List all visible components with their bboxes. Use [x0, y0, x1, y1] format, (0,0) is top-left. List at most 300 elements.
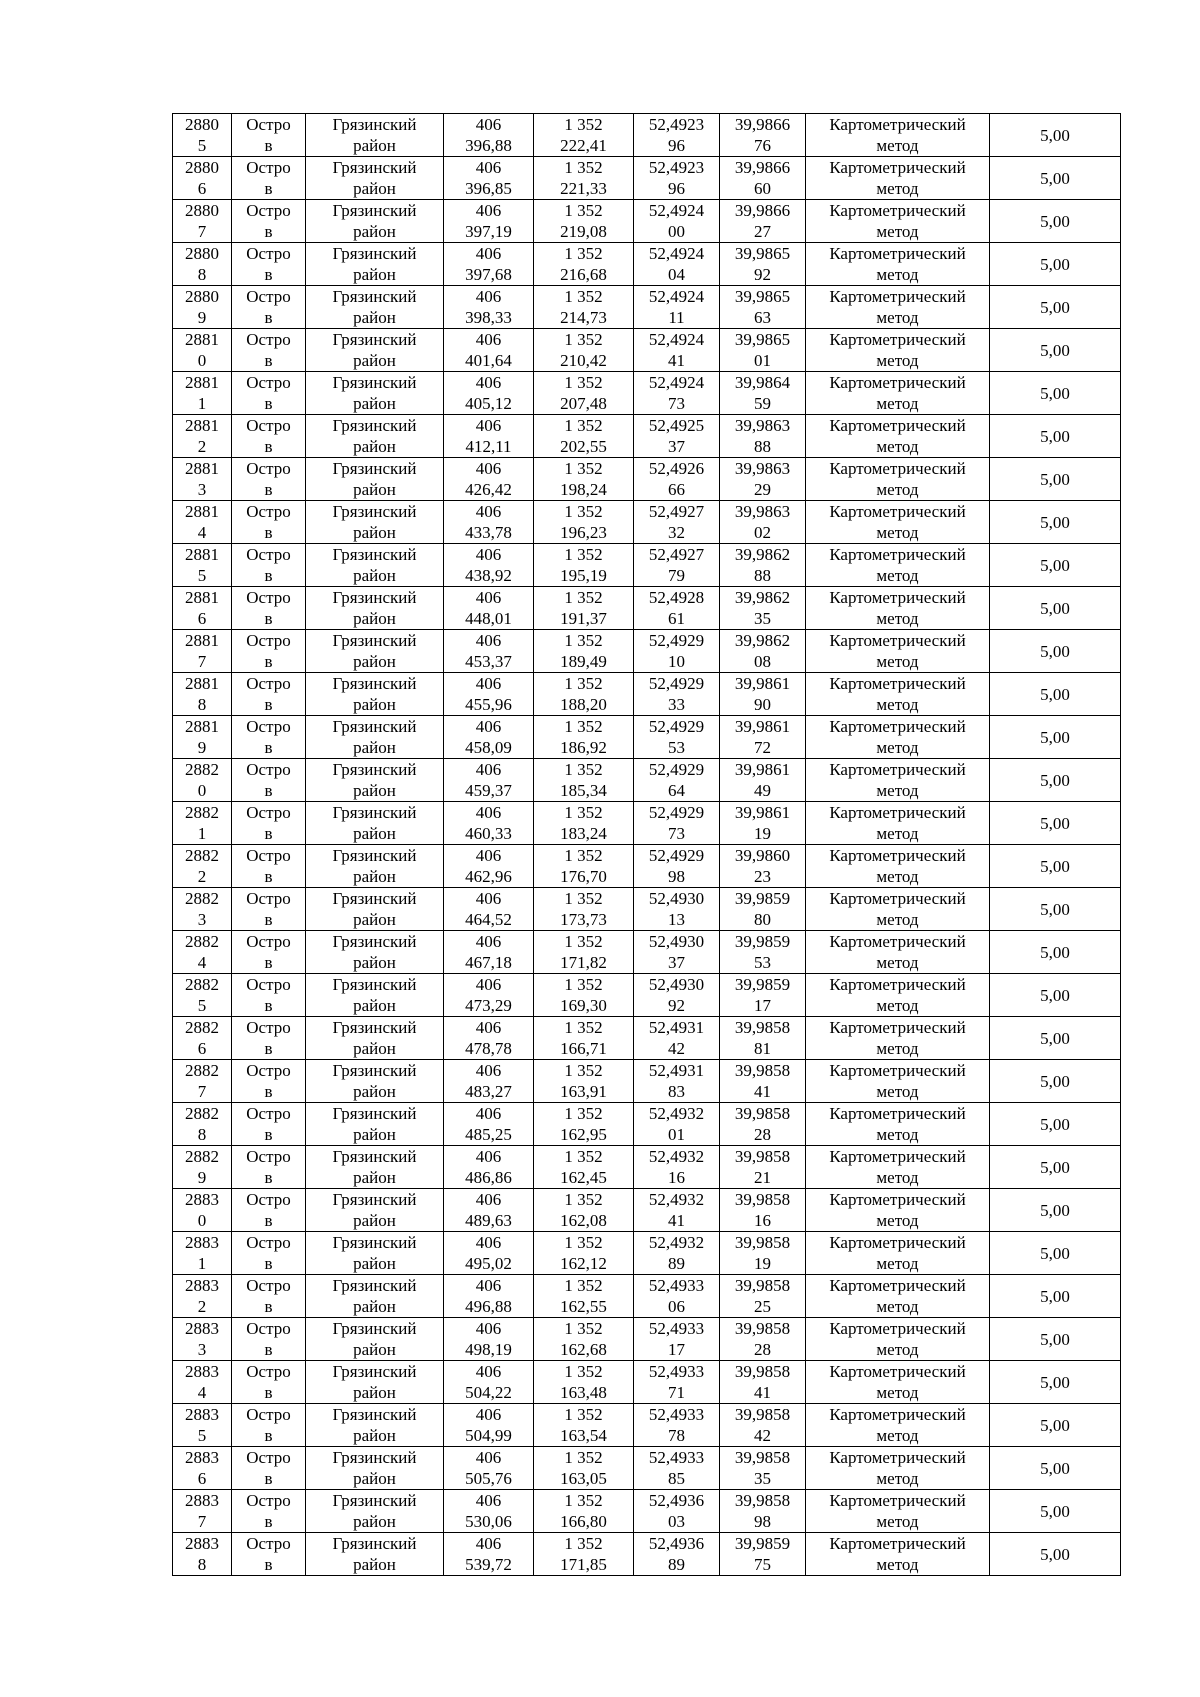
district-cell: Грязинский район [306, 372, 444, 415]
point-number-cell: 2880 9 [173, 286, 232, 329]
latitude-cell: 52,4931 42 [634, 1017, 720, 1060]
coord-x-cell: 406 426,42 [444, 458, 534, 501]
object-type-cell: Остро в [232, 1533, 306, 1576]
coord-x-cell: 406 485,25 [444, 1103, 534, 1146]
coord-x-cell: 406 504,99 [444, 1404, 534, 1447]
accuracy-cell: 5,00 [990, 587, 1121, 630]
method-cell: Картометрический метод [806, 458, 990, 501]
point-number-cell: 2882 7 [173, 1060, 232, 1103]
object-type-cell: Остро в [232, 1103, 306, 1146]
table-row [173, 1189, 1121, 1232]
district-cell: Грязинский район [306, 888, 444, 931]
coord-y-cell: 1 352 189,49 [534, 630, 634, 673]
coord-x-cell: 406 530,06 [444, 1490, 534, 1533]
coord-x-cell: 406 478,78 [444, 1017, 534, 1060]
latitude-cell: 52,4927 32 [634, 501, 720, 544]
coord-y-cell: 1 352 221,33 [534, 157, 634, 200]
longitude-cell: 39,9862 35 [720, 587, 806, 630]
method-cell: Картометрический метод [806, 1447, 990, 1490]
coord-y-cell: 1 352 162,08 [534, 1189, 634, 1232]
coord-y-cell: 1 352 163,48 [534, 1361, 634, 1404]
latitude-cell: 52,4931 83 [634, 1060, 720, 1103]
coord-y-cell: 1 352 162,12 [534, 1232, 634, 1275]
coord-x-cell: 406 467,18 [444, 931, 534, 974]
latitude-cell: 52,4924 73 [634, 372, 720, 415]
coord-x-cell: 406 401,64 [444, 329, 534, 372]
method-cell: Картометрический метод [806, 243, 990, 286]
point-number-cell: 2883 5 [173, 1404, 232, 1447]
coord-y-cell: 1 352 171,85 [534, 1533, 634, 1576]
coord-y-cell: 1 352 162,95 [534, 1103, 634, 1146]
table-row [173, 1060, 1121, 1103]
longitude-cell: 39,9858 21 [720, 1146, 806, 1189]
longitude-cell: 39,9858 28 [720, 1318, 806, 1361]
table-row [173, 1103, 1121, 1146]
object-type-cell: Остро в [232, 1275, 306, 1318]
longitude-cell: 39,9865 92 [720, 243, 806, 286]
accuracy-cell: 5,00 [990, 1447, 1121, 1490]
accuracy-cell: 5,00 [990, 759, 1121, 802]
longitude-cell: 39,9859 80 [720, 888, 806, 931]
accuracy-cell: 5,00 [990, 1275, 1121, 1318]
table-row [173, 802, 1121, 845]
object-type-cell: Остро в [232, 372, 306, 415]
longitude-cell: 39,9858 28 [720, 1103, 806, 1146]
latitude-cell: 52,4932 01 [634, 1103, 720, 1146]
table-row [173, 1017, 1121, 1060]
district-cell: Грязинский район [306, 1490, 444, 1533]
accuracy-cell: 5,00 [990, 974, 1121, 1017]
latitude-cell: 52,4923 96 [634, 114, 720, 157]
point-number-cell: 2881 2 [173, 415, 232, 458]
object-type-cell: Остро в [232, 1404, 306, 1447]
longitude-cell: 39,9858 81 [720, 1017, 806, 1060]
point-number-cell: 2882 4 [173, 931, 232, 974]
method-cell: Картометрический метод [806, 974, 990, 1017]
table-row [173, 888, 1121, 931]
coord-y-cell: 1 352 169,30 [534, 974, 634, 1017]
latitude-cell: 52,4930 13 [634, 888, 720, 931]
district-cell: Грязинский район [306, 1146, 444, 1189]
table-row [173, 716, 1121, 759]
method-cell: Картометрический метод [806, 716, 990, 759]
coord-x-cell: 406 464,52 [444, 888, 534, 931]
point-number-cell: 2882 6 [173, 1017, 232, 1060]
object-type-cell: Остро в [232, 716, 306, 759]
table-row [173, 1275, 1121, 1318]
coord-x-cell: 406 397,68 [444, 243, 534, 286]
object-type-cell: Остро в [232, 329, 306, 372]
point-number-cell: 2881 9 [173, 716, 232, 759]
latitude-cell: 52,4923 96 [634, 157, 720, 200]
object-type-cell: Остро в [232, 1060, 306, 1103]
accuracy-cell: 5,00 [990, 673, 1121, 716]
method-cell: Картометрический метод [806, 157, 990, 200]
point-number-cell: 2880 5 [173, 114, 232, 157]
longitude-cell: 39,9858 41 [720, 1060, 806, 1103]
table-row [173, 1318, 1121, 1361]
method-cell: Картометрический метод [806, 888, 990, 931]
object-type-cell: Остро в [232, 415, 306, 458]
longitude-cell: 39,9858 98 [720, 1490, 806, 1533]
district-cell: Грязинский район [306, 1275, 444, 1318]
accuracy-cell: 5,00 [990, 802, 1121, 845]
method-cell: Картометрический метод [806, 1361, 990, 1404]
object-type-cell: Остро в [232, 931, 306, 974]
accuracy-cell: 5,00 [990, 329, 1121, 372]
point-number-cell: 2882 9 [173, 1146, 232, 1189]
object-type-cell: Остро в [232, 286, 306, 329]
table-row [173, 1447, 1121, 1490]
method-cell: Картометрический метод [806, 372, 990, 415]
point-number-cell: 2883 0 [173, 1189, 232, 1232]
object-type-cell: Остро в [232, 157, 306, 200]
object-type-cell: Остро в [232, 888, 306, 931]
point-number-cell: 2881 0 [173, 329, 232, 372]
table-row [173, 501, 1121, 544]
table-row [173, 1361, 1121, 1404]
accuracy-cell: 5,00 [990, 1060, 1121, 1103]
method-cell: Картометрический метод [806, 673, 990, 716]
coord-x-cell: 406 398,33 [444, 286, 534, 329]
object-type-cell: Остро в [232, 673, 306, 716]
coord-x-cell: 406 405,12 [444, 372, 534, 415]
coord-x-cell: 406 448,01 [444, 587, 534, 630]
object-type-cell: Остро в [232, 974, 306, 1017]
table-row [173, 200, 1121, 243]
table-row [173, 415, 1121, 458]
longitude-cell: 39,9859 17 [720, 974, 806, 1017]
table-row [173, 372, 1121, 415]
object-type-cell: Остро в [232, 1318, 306, 1361]
latitude-cell: 52,4933 06 [634, 1275, 720, 1318]
method-cell: Картометрический метод [806, 1060, 990, 1103]
latitude-cell: 52,4924 00 [634, 200, 720, 243]
point-number-cell: 2881 5 [173, 544, 232, 587]
longitude-cell: 39,9858 19 [720, 1232, 806, 1275]
method-cell: Картометрический метод [806, 1404, 990, 1447]
object-type-cell: Остро в [232, 1447, 306, 1490]
table-row [173, 157, 1121, 200]
coord-x-cell: 406 505,76 [444, 1447, 534, 1490]
method-cell: Картометрический метод [806, 1275, 990, 1318]
coord-x-cell: 406 397,19 [444, 200, 534, 243]
accuracy-cell: 5,00 [990, 1146, 1121, 1189]
coord-y-cell: 1 352 216,68 [534, 243, 634, 286]
district-cell: Грязинский район [306, 286, 444, 329]
latitude-cell: 52,4928 61 [634, 587, 720, 630]
longitude-cell: 39,9866 60 [720, 157, 806, 200]
point-number-cell: 2881 8 [173, 673, 232, 716]
latitude-cell: 52,4932 89 [634, 1232, 720, 1275]
point-number-cell: 2881 7 [173, 630, 232, 673]
point-number-cell: 2880 6 [173, 157, 232, 200]
latitude-cell: 52,4930 92 [634, 974, 720, 1017]
method-cell: Картометрический метод [806, 286, 990, 329]
object-type-cell: Остро в [232, 1232, 306, 1275]
object-type-cell: Остро в [232, 1017, 306, 1060]
longitude-cell: 39,9865 63 [720, 286, 806, 329]
coord-y-cell: 1 352 207,48 [534, 372, 634, 415]
table-row [173, 544, 1121, 587]
accuracy-cell: 5,00 [990, 1232, 1121, 1275]
district-cell: Грязинский район [306, 974, 444, 1017]
coord-x-cell: 406 455,96 [444, 673, 534, 716]
point-number-cell: 2883 8 [173, 1533, 232, 1576]
method-cell: Картометрический метод [806, 630, 990, 673]
latitude-cell: 52,4929 64 [634, 759, 720, 802]
coord-x-cell: 406 412,11 [444, 415, 534, 458]
point-number-cell: 2883 3 [173, 1318, 232, 1361]
accuracy-cell: 5,00 [990, 415, 1121, 458]
object-type-cell: Остро в [232, 544, 306, 587]
latitude-cell: 52,4933 85 [634, 1447, 720, 1490]
coord-y-cell: 1 352 195,19 [534, 544, 634, 587]
method-cell: Картометрический метод [806, 1318, 990, 1361]
point-number-cell: 2881 4 [173, 501, 232, 544]
accuracy-cell: 5,00 [990, 1533, 1121, 1576]
coord-x-cell: 406 483,27 [444, 1060, 534, 1103]
coord-y-cell: 1 352 163,54 [534, 1404, 634, 1447]
coord-y-cell: 1 352 171,82 [534, 931, 634, 974]
object-type-cell: Остро в [232, 114, 306, 157]
longitude-cell: 39,9861 49 [720, 759, 806, 802]
latitude-cell: 52,4929 33 [634, 673, 720, 716]
table-row [173, 1146, 1121, 1189]
accuracy-cell: 5,00 [990, 716, 1121, 759]
latitude-cell: 52,4933 17 [634, 1318, 720, 1361]
district-cell: Грязинский район [306, 1189, 444, 1232]
longitude-cell: 39,9863 29 [720, 458, 806, 501]
longitude-cell: 39,9861 19 [720, 802, 806, 845]
accuracy-cell: 5,00 [990, 114, 1121, 157]
district-cell: Грязинский район [306, 931, 444, 974]
accuracy-cell: 5,00 [990, 630, 1121, 673]
district-cell: Грязинский район [306, 587, 444, 630]
accuracy-cell: 5,00 [990, 1404, 1121, 1447]
district-cell: Грязинский район [306, 1017, 444, 1060]
coord-y-cell: 1 352 210,42 [534, 329, 634, 372]
longitude-cell: 39,9863 02 [720, 501, 806, 544]
coord-x-cell: 406 498,19 [444, 1318, 534, 1361]
point-number-cell: 2882 8 [173, 1103, 232, 1146]
coord-x-cell: 406 473,29 [444, 974, 534, 1017]
coord-y-cell: 1 352 191,37 [534, 587, 634, 630]
longitude-cell: 39,9858 42 [720, 1404, 806, 1447]
coord-y-cell: 1 352 186,92 [534, 716, 634, 759]
table-row [173, 630, 1121, 673]
coord-x-cell: 406 460,33 [444, 802, 534, 845]
district-cell: Грязинский район [306, 157, 444, 200]
latitude-cell: 52,4927 79 [634, 544, 720, 587]
latitude-cell: 52,4924 11 [634, 286, 720, 329]
coord-y-cell: 1 352 198,24 [534, 458, 634, 501]
accuracy-cell: 5,00 [990, 1318, 1121, 1361]
coord-y-cell: 1 352 222,41 [534, 114, 634, 157]
accuracy-cell: 5,00 [990, 1361, 1121, 1404]
district-cell: Грязинский район [306, 630, 444, 673]
longitude-cell: 39,9866 27 [720, 200, 806, 243]
coord-y-cell: 1 352 196,23 [534, 501, 634, 544]
accuracy-cell: 5,00 [990, 243, 1121, 286]
coord-y-cell: 1 352 162,45 [534, 1146, 634, 1189]
table-row [173, 673, 1121, 716]
table-row [173, 458, 1121, 501]
point-number-cell: 2881 6 [173, 587, 232, 630]
longitude-cell: 39,9861 72 [720, 716, 806, 759]
coord-x-cell: 406 539,72 [444, 1533, 534, 1576]
accuracy-cell: 5,00 [990, 845, 1121, 888]
district-cell: Грязинский район [306, 458, 444, 501]
accuracy-cell: 5,00 [990, 1017, 1121, 1060]
coord-y-cell: 1 352 162,68 [534, 1318, 634, 1361]
coord-y-cell: 1 352 173,73 [534, 888, 634, 931]
longitude-cell: 39,9861 90 [720, 673, 806, 716]
object-type-cell: Остро в [232, 458, 306, 501]
object-type-cell: Остро в [232, 243, 306, 286]
district-cell: Грязинский район [306, 673, 444, 716]
object-type-cell: Остро в [232, 587, 306, 630]
latitude-cell: 52,4936 89 [634, 1533, 720, 1576]
table-row [173, 845, 1121, 888]
latitude-cell: 52,4929 73 [634, 802, 720, 845]
accuracy-cell: 5,00 [990, 286, 1121, 329]
object-type-cell: Остро в [232, 501, 306, 544]
accuracy-cell: 5,00 [990, 1189, 1121, 1232]
coord-y-cell: 1 352 176,70 [534, 845, 634, 888]
method-cell: Картометрический метод [806, 759, 990, 802]
longitude-cell: 39,9864 59 [720, 372, 806, 415]
accuracy-cell: 5,00 [990, 200, 1121, 243]
district-cell: Грязинский район [306, 114, 444, 157]
district-cell: Грязинский район [306, 845, 444, 888]
method-cell: Картометрический метод [806, 1017, 990, 1060]
coord-y-cell: 1 352 166,71 [534, 1017, 634, 1060]
longitude-cell: 39,9859 75 [720, 1533, 806, 1576]
longitude-cell: 39,9860 23 [720, 845, 806, 888]
coord-x-cell: 406 458,09 [444, 716, 534, 759]
method-cell: Картометрический метод [806, 1103, 990, 1146]
coord-y-cell: 1 352 219,08 [534, 200, 634, 243]
district-cell: Грязинский район [306, 1103, 444, 1146]
coord-x-cell: 406 396,88 [444, 114, 534, 157]
coord-x-cell: 406 459,37 [444, 759, 534, 802]
table-row [173, 114, 1121, 157]
accuracy-cell: 5,00 [990, 157, 1121, 200]
object-type-cell: Остро в [232, 200, 306, 243]
method-cell: Картометрический метод [806, 1533, 990, 1576]
latitude-cell: 52,4936 03 [634, 1490, 720, 1533]
point-number-cell: 2882 0 [173, 759, 232, 802]
latitude-cell: 52,4924 41 [634, 329, 720, 372]
coord-x-cell: 406 489,63 [444, 1189, 534, 1232]
latitude-cell: 52,4926 66 [634, 458, 720, 501]
longitude-cell: 39,9858 35 [720, 1447, 806, 1490]
object-type-cell: Остро в [232, 630, 306, 673]
district-cell: Грязинский район [306, 1361, 444, 1404]
longitude-cell: 39,9858 16 [720, 1189, 806, 1232]
point-number-cell: 2882 1 [173, 802, 232, 845]
point-number-cell: 2882 3 [173, 888, 232, 931]
district-cell: Грязинский район [306, 759, 444, 802]
district-cell: Грязинский район [306, 329, 444, 372]
accuracy-cell: 5,00 [990, 931, 1121, 974]
method-cell: Картометрический метод [806, 802, 990, 845]
district-cell: Грязинский район [306, 1232, 444, 1275]
method-cell: Картометрический метод [806, 501, 990, 544]
longitude-cell: 39,9859 53 [720, 931, 806, 974]
point-number-cell: 2883 4 [173, 1361, 232, 1404]
district-cell: Грязинский район [306, 501, 444, 544]
latitude-cell: 52,4930 37 [634, 931, 720, 974]
latitude-cell: 52,4933 71 [634, 1361, 720, 1404]
point-number-cell: 2882 2 [173, 845, 232, 888]
coordinates-table [172, 113, 1121, 1576]
point-number-cell: 2883 2 [173, 1275, 232, 1318]
accuracy-cell: 5,00 [990, 888, 1121, 931]
table-row [173, 931, 1121, 974]
method-cell: Картометрический метод [806, 114, 990, 157]
coord-y-cell: 1 352 188,20 [534, 673, 634, 716]
accuracy-cell: 5,00 [990, 372, 1121, 415]
coord-x-cell: 406 438,92 [444, 544, 534, 587]
longitude-cell: 39,9865 01 [720, 329, 806, 372]
method-cell: Картометрический метод [806, 587, 990, 630]
coord-y-cell: 1 352 185,34 [534, 759, 634, 802]
longitude-cell: 39,9862 08 [720, 630, 806, 673]
point-number-cell: 2883 6 [173, 1447, 232, 1490]
coord-x-cell: 406 486,86 [444, 1146, 534, 1189]
district-cell: Грязинский район [306, 1404, 444, 1447]
method-cell: Картометрический метод [806, 1232, 990, 1275]
latitude-cell: 52,4932 16 [634, 1146, 720, 1189]
table-row [173, 1490, 1121, 1533]
table-row [173, 587, 1121, 630]
method-cell: Картометрический метод [806, 931, 990, 974]
coord-y-cell: 1 352 214,73 [534, 286, 634, 329]
accuracy-cell: 5,00 [990, 1490, 1121, 1533]
latitude-cell: 52,4933 78 [634, 1404, 720, 1447]
table-row [173, 759, 1121, 802]
latitude-cell: 52,4929 53 [634, 716, 720, 759]
method-cell: Картометрический метод [806, 1189, 990, 1232]
point-number-cell: 2880 8 [173, 243, 232, 286]
coord-y-cell: 1 352 183,24 [534, 802, 634, 845]
point-number-cell: 2883 7 [173, 1490, 232, 1533]
table-row [173, 1533, 1121, 1576]
method-cell: Картометрический метод [806, 200, 990, 243]
object-type-cell: Остро в [232, 1146, 306, 1189]
coord-x-cell: 406 496,88 [444, 1275, 534, 1318]
coord-y-cell: 1 352 163,91 [534, 1060, 634, 1103]
longitude-cell: 39,9858 25 [720, 1275, 806, 1318]
coord-y-cell: 1 352 202,55 [534, 415, 634, 458]
table-row [173, 974, 1121, 1017]
latitude-cell: 52,4929 98 [634, 845, 720, 888]
district-cell: Грязинский район [306, 243, 444, 286]
accuracy-cell: 5,00 [990, 544, 1121, 587]
method-cell: Картометрический метод [806, 544, 990, 587]
coord-x-cell: 406 453,37 [444, 630, 534, 673]
method-cell: Картометрический метод [806, 845, 990, 888]
table-row [173, 1232, 1121, 1275]
table-row [173, 286, 1121, 329]
longitude-cell: 39,9863 88 [720, 415, 806, 458]
point-number-cell: 2881 3 [173, 458, 232, 501]
point-number-cell: 2883 1 [173, 1232, 232, 1275]
accuracy-cell: 5,00 [990, 458, 1121, 501]
longitude-cell: 39,9866 76 [720, 114, 806, 157]
